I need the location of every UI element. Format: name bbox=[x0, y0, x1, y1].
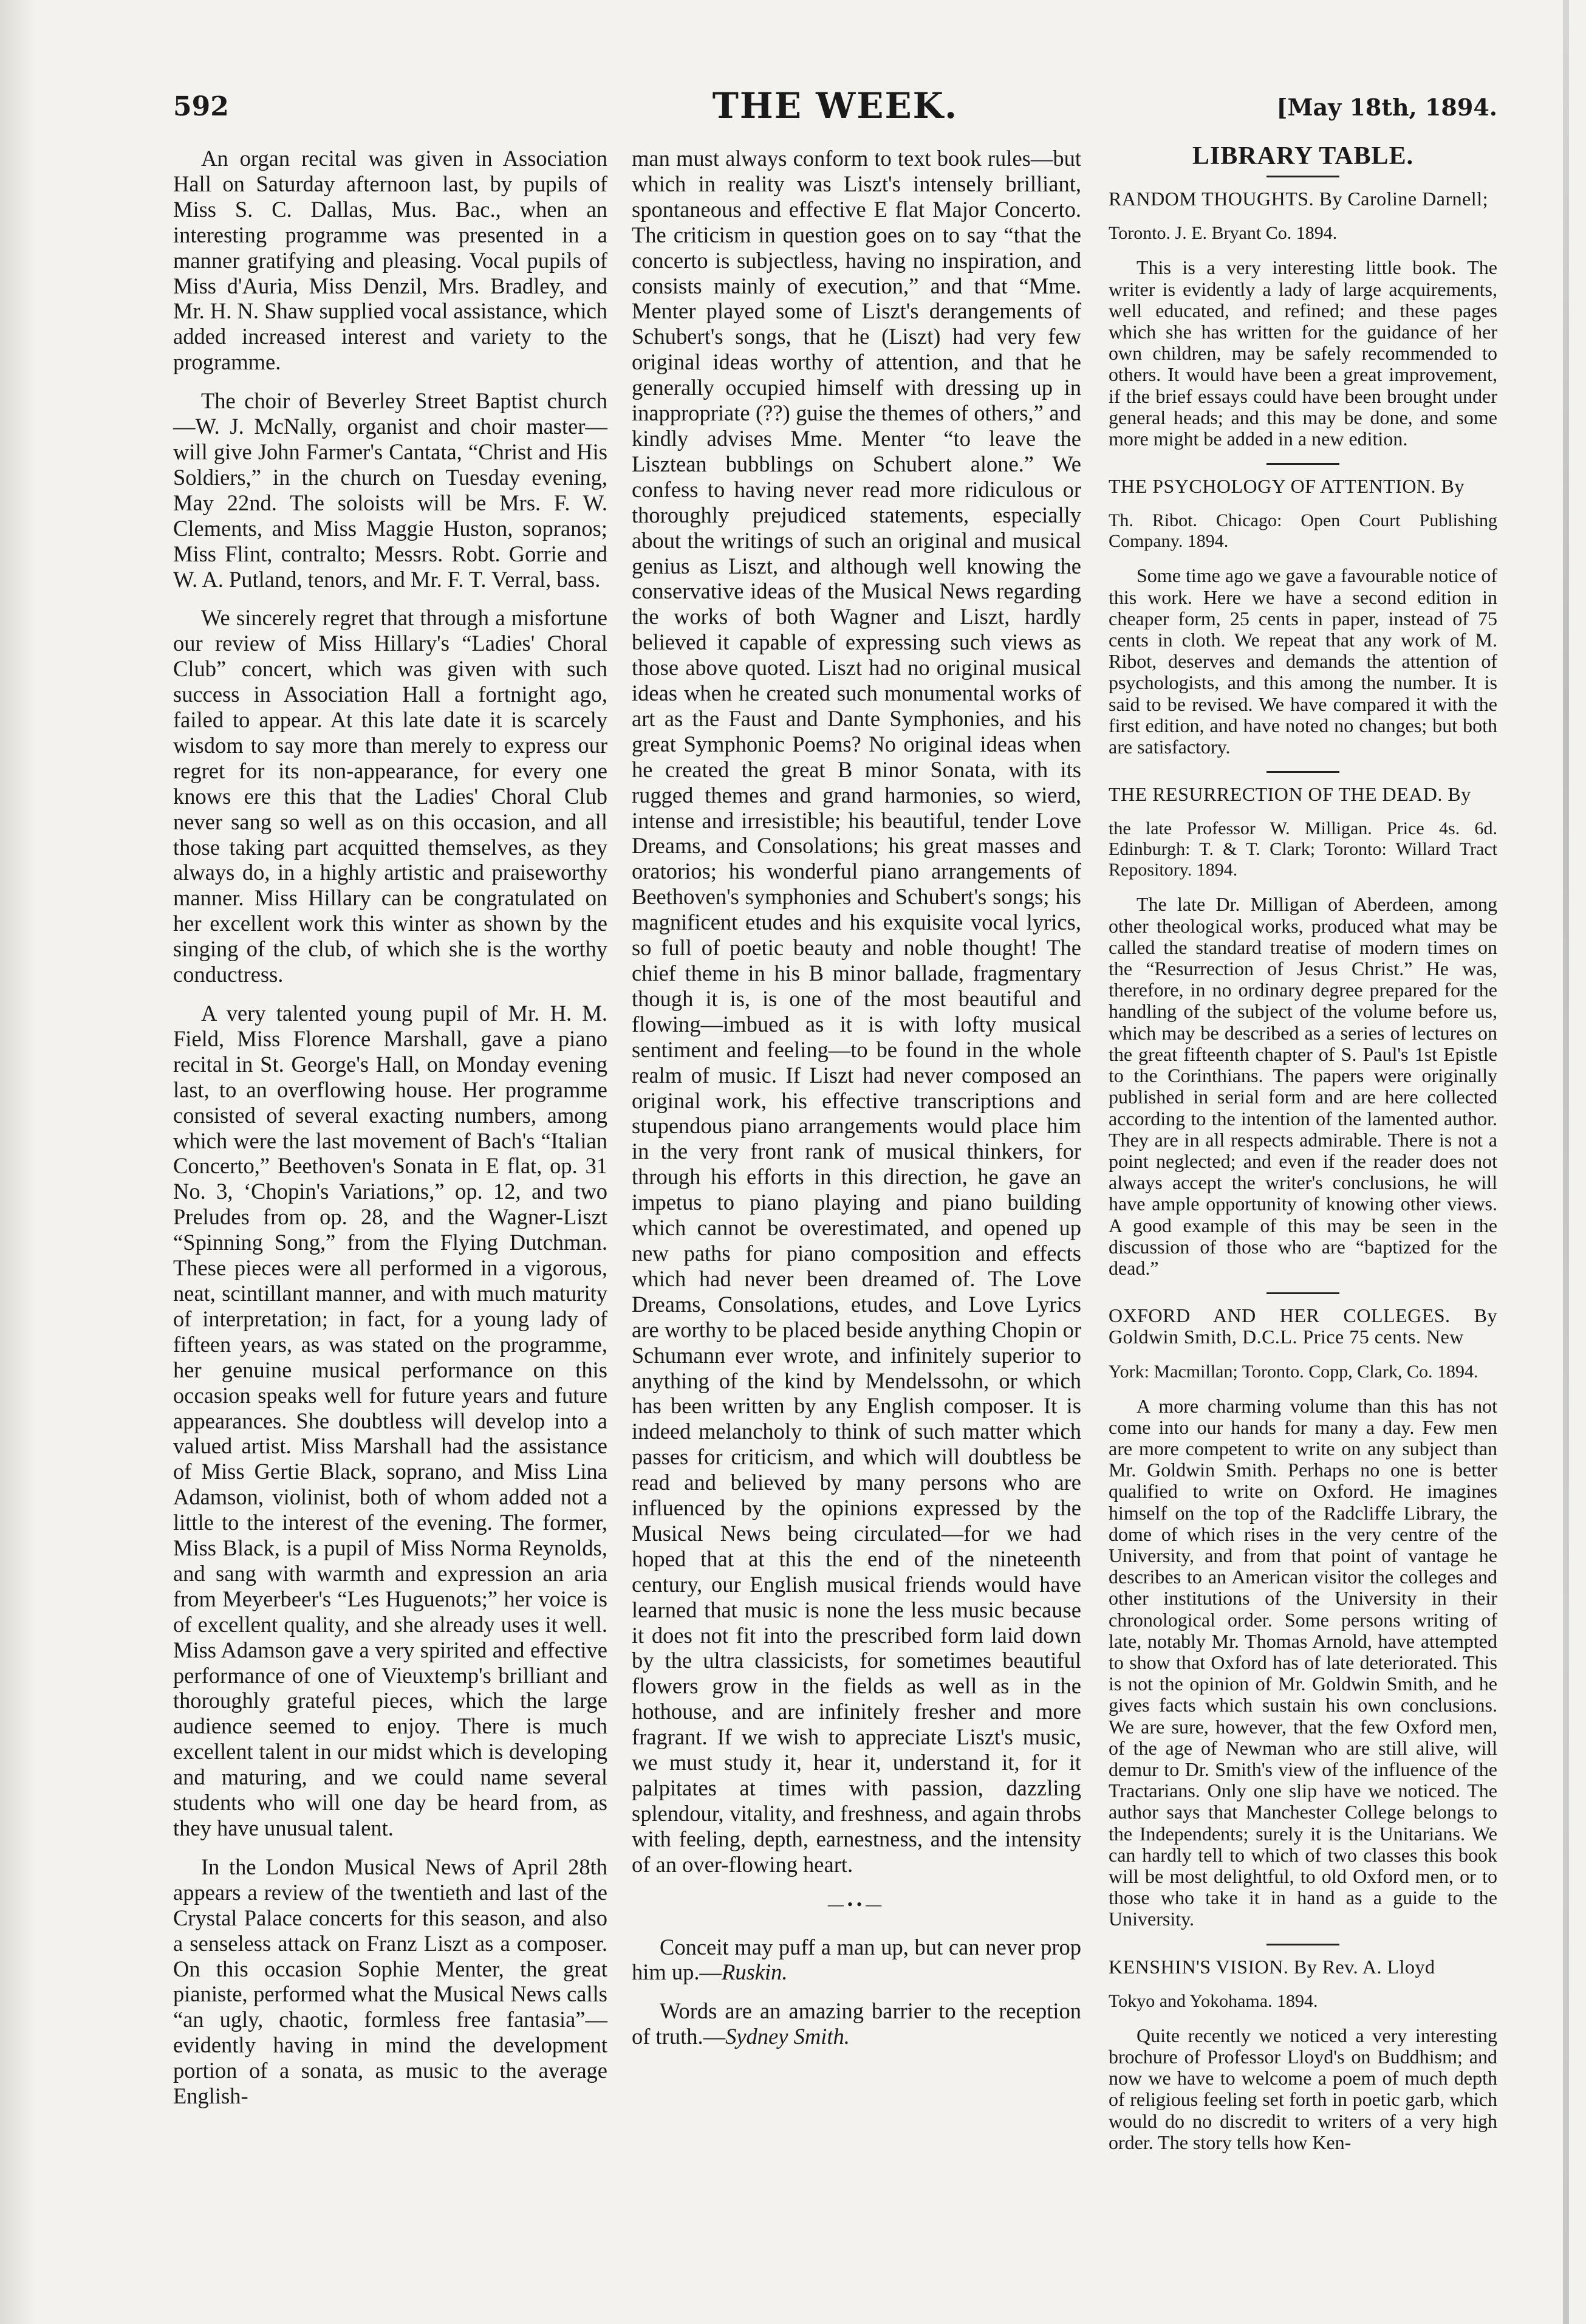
page-header bbox=[173, 85, 1497, 128]
section-title: LIBRARY TABLE. bbox=[1192, 142, 1414, 170]
page-edge-shadow bbox=[0, 0, 36, 2324]
review-rule bbox=[1266, 771, 1339, 773]
article-beverley-choir: The choir of Beverley Street Baptist church—W. J. McNally, organist and choir master—will give John Farmer's Cantata, “Christ and His Soldiers,” in the church on Tuesday evening, May 22nd. The soloists will be Mrs. F. W. Clements, and Miss Maggie Huston, sopranos; Miss Flint, contralto; Messrs. Robt. Gorrie and W. A. Putland, tenors, and Mr. F. T. Verral, bass. bbox=[173, 388, 607, 592]
review-pub-kenshin: Tokyo and Yokohama. 1894. bbox=[1109, 1990, 1318, 2011]
review-title-psychology-of-attention: THE PSYCHOLOGY OF ATTENTION. By bbox=[1109, 475, 1465, 498]
review-pub-resurrection: the late Professor W. Milligan. Price 4s. 6d. Edinburgh: T. & T. Clark; Toronto: Willard Tract Repository. 1894. bbox=[1109, 818, 1497, 880]
article-piano-recital: A very talented young pupil of Mr. H. M. Field, Miss Florence Marshall, gave a piano recital in St. George's Hall, on Monday evening last, to an overflowing house. Her programme consisted of several exacting numbers, among which were the last movement of Bach's “Italian Concerto,” Beethoven's Sonata in E flat, op. 31 No. 3, ‘Chopin's Variations,” op. 12, and two Preludes from op. 28, and the Wagner-Liszt “Spinning Song,” from the Flying Dutchman. These pieces were all performed in a vigorous, neat, scintillant manner, and with much maturity of interpretation; in fact, for a young lady of fifteen years, as was stated on the programme, her genuine musical performance on this occasion speaks well for future years and future appearances. She doubtless will develop into a valued artist. Miss Marshall had the assistance of Miss Gertie Black, soprano, and Miss Lina Adamson, violinist, both of whom added not a little to the interest of the evening. The former, Miss Black, is a pupil of Miss Norma Reynolds, and sang with warmth and expression an aria from Meyerbeer's “Les Huguenots;” her voice is of excellent quality, and she already uses it well. Miss Adamson gave a very spirited and effective performance of one of Vieuxtemp's brilliant and thoroughly grateful pieces, which the large audience seemed to enjoy. There is much excellent talent in our midst which is developing and maturing, and we could name several students who will one day be heard from, as they have unusual talent. bbox=[173, 1001, 607, 1840]
quote-ruskin-author: Ruskin. bbox=[722, 1959, 788, 1985]
issue-date: [May 18th, 1894. bbox=[1276, 94, 1497, 121]
review-title-random-thoughts: RANDOM THOUGHTS. By Caroline Darnell; bbox=[1109, 188, 1488, 210]
review-title-kenshin: KENSHIN'S VISION. By Rev. A. Lloyd bbox=[1109, 1955, 1435, 1978]
section-rule bbox=[1266, 176, 1339, 177]
review-pub-psychology-of-attention: Th. Ribot. Chicago: Open Court Publishing Company. 1894. bbox=[1109, 510, 1497, 552]
review-body-random-thoughts: This is a very interesting little book. The writer is evidently a lady of large acquirements, well educated, and refined; and these pages which she has written for the guidance of her own children, may be safely recommended to others. It would have been a great improvement, if the brief essays could have been brought under general heads; and this may be done, and some more might be added in a new edition. bbox=[1109, 256, 1497, 450]
review-rule bbox=[1266, 1944, 1339, 1945]
article-organ-recital: An organ recital was given in Association Hall on Saturday afternoon last, by pupils of Miss S. C. Dallas, Mus. Bac., when an interesting programme was presented in a manner gratifying and pleasing. Vocal pupils of Miss d'Auria, Miss Denzil, Mrs. Bradley, and Mr. H. N. Shaw supplied vocal assistance, which added increased interest and variety to the programme. bbox=[173, 146, 607, 375]
article-musical-news-start: In the London Musical News of April 28th appears a review of the twentieth and last of the Crystal Palace concerts for this season, and also a senseless attack on Franz Liszt as a composer. On this occasion Sophie Menter, the great pianiste, performed what the Musical News calls “an ugly, chaotic, formless free fantasia”—evidently having in mind the development portion of a sonata, as music to the average English- bbox=[173, 1854, 607, 2109]
page-number: 592 bbox=[173, 91, 229, 122]
quote-ruskin bbox=[632, 1935, 1081, 1986]
review-title-oxford: OXFORD AND HER COLLEGES. By Goldwin Smith, D.C.L. Price 75 cents. New bbox=[1109, 1304, 1497, 1348]
review-rule bbox=[1266, 1292, 1339, 1294]
quote-sydney-smith-author: Sydney Smith. bbox=[725, 2024, 850, 2049]
column-middle bbox=[632, 146, 1081, 2063]
review-body-resurrection: The late Dr. Milligan of Aberdeen, among other theological works, produced what may be called the standard treatise of modern times on the “Resurrection of Jesus Christ.” He was, therefore, in no ordinary degree prepared for the handling of the subject of the volume before us, which may be described as a series of lectures on the great fifteenth chapter of S. Paul's 1st Epistle to the Corinthians. The papers were originally published in serial form and are here collected according to the intention of the lamented author. They are in all respects admirable. There is not a point neglected; and even if the reader does not always accept the writer's conclusions, he will have ample opportunity of knowing other views. A good example of this may be seen in the discussion of those who are “baptized for the dead.” bbox=[1109, 893, 1497, 1279]
quote-sydney-smith-text: Words are an amazing barrier to the reception of truth.— bbox=[632, 1998, 1081, 2049]
column-left bbox=[173, 146, 607, 2122]
column-right-library-table bbox=[1109, 142, 1497, 2167]
quote-sydney-smith bbox=[632, 1998, 1081, 2049]
running-title: THE WEEK. bbox=[712, 85, 959, 126]
review-body-oxford: A more charming volume than this has not come into our hands for many a day. Few men are more competent to write on any subject than Mr. Goldwin Smith. Perhaps no one is better qualified to write on Oxford. He imagines himself on the top of the Radcliffe Library, the dome of which rises in the very centre of the University, and from that point of vantage he describes to an American visitor the colleges and other institutions of the University in their chronological order. Some persons writing of late, notably Mr. Thomas Arnold, have attempted to show that Oxford has of late deteriorated. This is not the opinion of Mr. Goldwin Smith, and he gives facts which sustain his own conclusions. We are sure, however, that the few Oxford men, of the age of Newman who are still alive, will demur to Dr. Smith's view of the influence of the Tractarians. Only one slip have we noticed. The author says that Manchester College belongs to the Independents; surely it is the Unitarians. We can hardly tell to which of two classes this book will be most delightful, to old Oxford men, or to those who take it in hand as a guide to the University. bbox=[1109, 1394, 1497, 1930]
review-body-psychology-of-attention: Some time ago we gave a favourable notice of this work. Here we have a second edition in cheaper form, 25 cents in paper, instead of 75 cents in cloth. We repeat that any work of M. Ribot, deserves and demands the attention of psychologists, and this among the number. It is said to be revised. We have compared it with the first edition, and have noted no changes; but both are satisfactory. bbox=[1109, 564, 1497, 758]
review-title-resurrection: THE RESURRECTION OF THE DEAD. By bbox=[1109, 783, 1471, 806]
review-body-kenshin: Quite recently we noticed a very interesting brochure of Professor Lloyd's on Buddhism; and now we have to welcome a poem of much depth of religious feeling set forth in poetic garb, which would do no discredit to writers of a very high order. The story tells how Ken- bbox=[1109, 2024, 1497, 2153]
quote-ruskin-text: Conceit may puff a man up, but can never prop him up.— bbox=[632, 1934, 1081, 1985]
article-musical-news-continued: man must always conform to text book rules—but which in reality was Liszt's intensely brilliant, spontaneous and effective E flat Major Concerto. The criticism in question goes on to say “that the concerto is subjectless, having no inspiration, and consists mainly of execution,” and that “Mme. Menter played some of Liszt's derangements of Schubert's songs, that he (Liszt) had very few original ideas worthy of attention, and that he generally occupied himself with dressing up in inappropriate (??) guise the themes of others,” and kindly advises Mme. Menter “to leave the Lisztean bubblings on Schubert alone.” We confess to having never read more ridiculous or thoroughly prejudiced statements, especially about the writings of such an original and musical genius as Liszt, and although well knowing the conservative ideas of the Musical News regarding the works of both Wagner and Liszt, hardly believed it capable of expressing such views as those above quoted. Liszt had no original musical ideas when he created such monumental works of art as the Faust and Dante Symphonies, and his great Symphonic Poems? No original ideas when he created the great B minor Sonata, with its rugged themes and grand harmonies, so wierd, intense and irresistible; his beautiful, tender Love Dreams, and Consolations; his great masses and oratorios; his wonderful piano arrangements of Beethoven's symphonies and Schubert's songs; his magnificent etudes and his exquisite vocal lyrics, so full of poetic beauty and noble thought! The chief theme in his B minor ballade, fragmentary though it is, is one of the most beautiful and flowing—imbued as it is with lofty musical sentiment and feeling—to be found in the whole realm of music. If Liszt had never composed an original work, his effective transcriptions and stupendous piano arrangements would place him in the very front rank of musical thinkers, for through his efforts in this direction, he gave an impetus to piano playing and piano building which cannot be overestimated, and opened up new paths for piano composition and effects which had never been dreamed of. The Love Dreams, Consolations, etudes, and Love Lyrics are worthy to be placed beside anything Chopin or Schumann ever wrote, and infinitely superior to anything of the kind by Mendelssohn, or which has been written by any English composer. It is indeed melancholy to think of such matter which passes for criticism, and which will doubtless be read and believed by many persons who are influenced by the opinions expressed by the Musical News being circulated—for we had hoped that at this the end of the nineteenth century, our English musical friends would have learned that music is none the less music because it does not fit into the prescribed form laid down by the ultra classicists, for sometimes beautiful flowers grow in the fields as well as in the hothouse, and are infinitely fresher and more fragrant. If we wish to appreciate Liszt's music, we must study it, hear it, understand it, for it palpitates at times with passion, dazzling splendour, vitality, and freshness, and again throbs with feeling, depth, earnestness, and the intensity of an over-flowing heart. bbox=[632, 146, 1081, 1877]
review-pub-oxford: York: Macmillan; Toronto. Copp, Clark, Co. 1894. bbox=[1109, 1361, 1478, 1382]
article-ladies-choral-club: We sincerely regret that through a misfortune our review of Miss Hillary's “Ladies' Choral Club” concert, which was given with such success in Association Hall a fortnight ago, failed to appear. At this late date it is scarcely wisdom to say more than merely to express our regret for its non-appearance, for every one knows ere this that the Ladies' Choral Club never sang so well as on this occasion, and all those taking part acquitted themselves, as they always do, in a highly artistic and praiseworthy manner. Miss Hillary can be congratulated on her excellent work this winter as shown by the singing of the club, of which she is the worthy conductress. bbox=[173, 605, 607, 987]
section-separator: —••— bbox=[827, 1895, 886, 1913]
review-rule bbox=[1266, 463, 1339, 465]
binding-edge bbox=[1563, 0, 1569, 2324]
review-pub-random-thoughts: Toronto. J. E. Bryant Co. 1894. bbox=[1109, 223, 1338, 244]
